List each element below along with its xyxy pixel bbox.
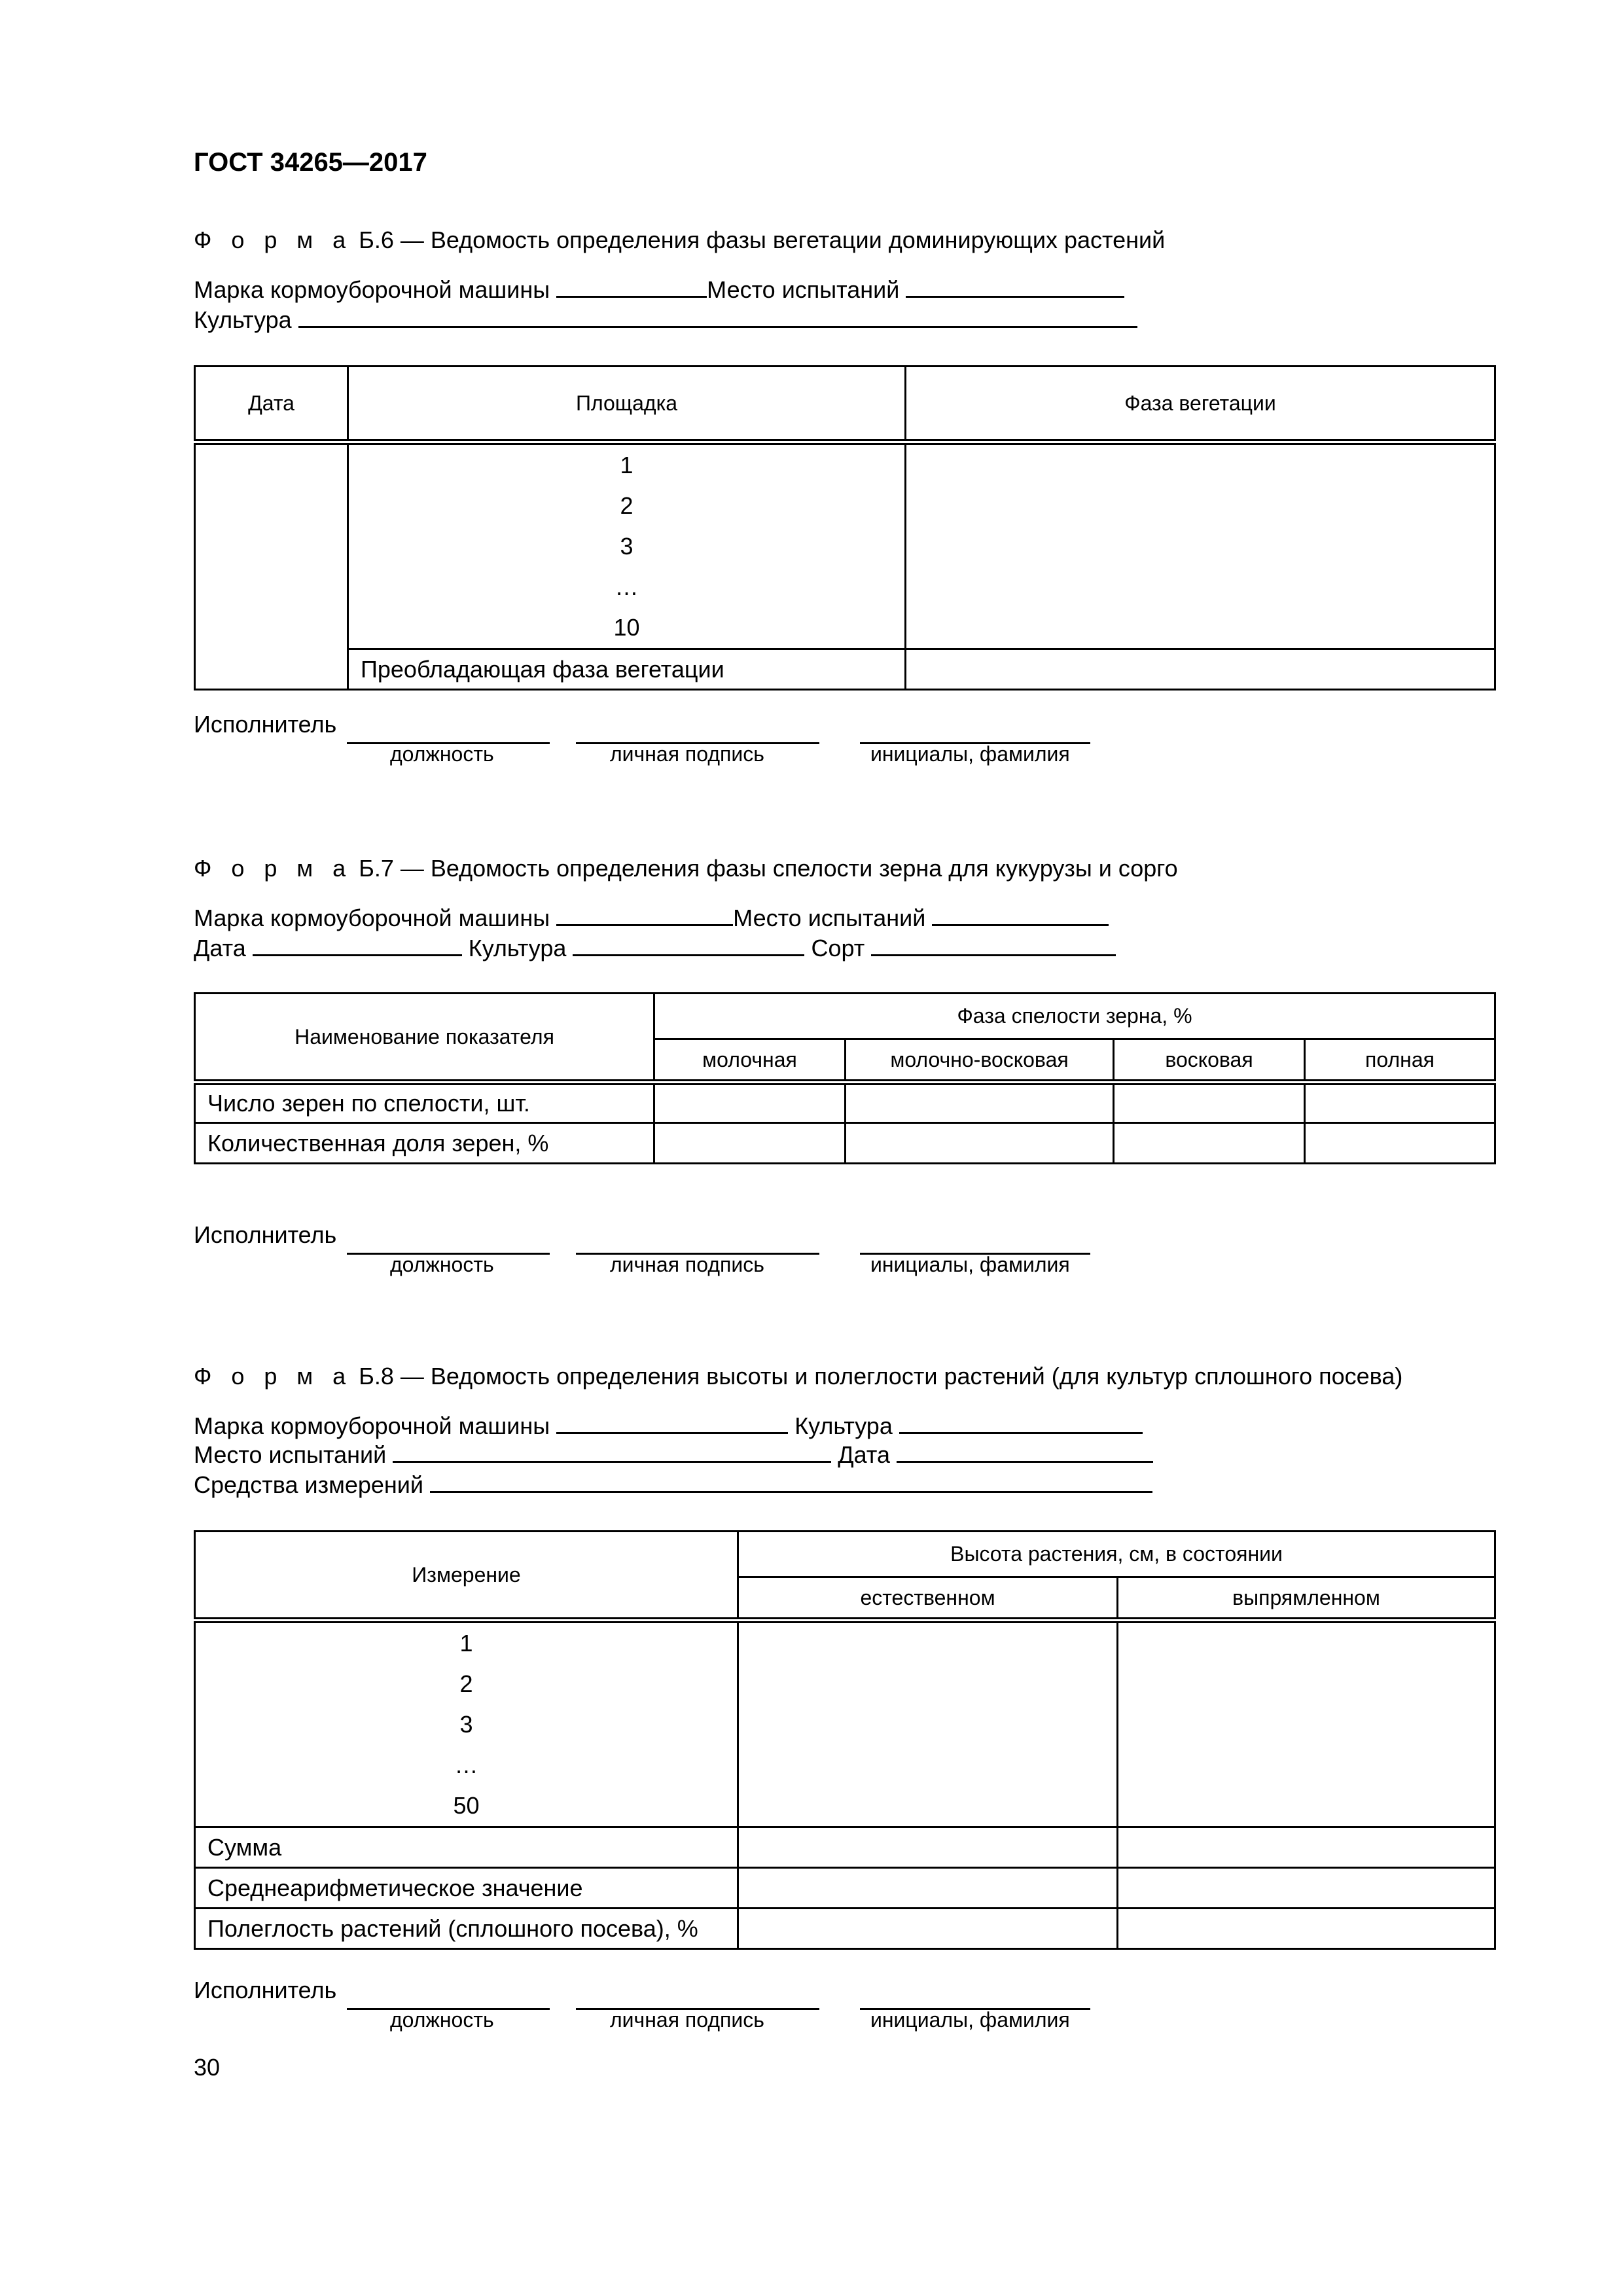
- date-label: Дата: [838, 1441, 890, 1468]
- form-b7-date-line: [194, 932, 1116, 963]
- plot-list: [348, 442, 906, 649]
- executor-signature: [194, 711, 1110, 770]
- culture-label: Культура: [468, 935, 567, 961]
- form-b6-machine-line: [194, 274, 1124, 304]
- date-cell[interactable]: [195, 442, 348, 690]
- form-word: Ф о р м а: [194, 855, 353, 882]
- position-caption: должность: [390, 1253, 494, 1276]
- form-b7-machine-line: [194, 902, 1109, 933]
- form-b8-caption: Б.8 — Ведомость определения высоты и полеглости растений (для культур сплошного посева): [359, 1363, 1403, 1390]
- dominant-phase-value[interactable]: [906, 649, 1495, 690]
- position-blank[interactable]: [347, 1230, 550, 1255]
- col-phase-header: Фаза вегетации: [906, 367, 1495, 442]
- executor-signature: [194, 1977, 1110, 2036]
- data-cell[interactable]: [738, 1909, 1118, 1949]
- col-full: полная: [1305, 1039, 1495, 1083]
- row-mean: Среднеарифметическое значение: [195, 1868, 738, 1909]
- form-b8-title: [194, 1363, 1402, 1390]
- data-cell[interactable]: [1118, 1621, 1495, 1827]
- form-b7-table: [194, 992, 1496, 1164]
- place-label: Место испытаний: [194, 1441, 387, 1468]
- signature-blank[interactable]: [576, 1230, 819, 1255]
- form-b6-caption: Б.6 — Ведомость определения фазы вегетации доминирующих растений: [359, 226, 1166, 253]
- signature-blank[interactable]: [576, 1986, 819, 2010]
- col-ripeness-header: Фаза спелости зерна, %: [654, 994, 1495, 1039]
- executor-label: Исполнитель: [194, 1977, 337, 2003]
- place-blank[interactable]: [906, 274, 1124, 298]
- col-indicator-header: Наименование показателя: [195, 994, 654, 1083]
- row-sum: Сумма: [195, 1827, 738, 1868]
- position-blank[interactable]: [347, 720, 550, 744]
- col-milk: молочная: [654, 1039, 846, 1083]
- place-label: Место испытаний: [707, 276, 900, 303]
- form-b6-table: [194, 365, 1496, 691]
- data-cell[interactable]: [654, 1083, 846, 1123]
- machine-blank[interactable]: [556, 274, 707, 298]
- document-code: ГОСТ 34265—2017: [194, 148, 427, 177]
- form-b8-table: [194, 1530, 1496, 1950]
- culture-label: Культура: [194, 306, 292, 333]
- name-blank[interactable]: [860, 720, 1090, 744]
- form-word: Ф о р м а: [194, 226, 353, 253]
- col-plot-header: Площадка: [348, 367, 906, 442]
- culture-blank[interactable]: [298, 304, 1137, 328]
- data-cell[interactable]: [1118, 1827, 1495, 1868]
- data-cell[interactable]: [738, 1621, 1118, 1827]
- plot-number: 10: [613, 614, 640, 641]
- row-lodging: Полеглость растений (сплошного посева), %: [195, 1909, 738, 1949]
- data-cell[interactable]: [738, 1868, 1118, 1909]
- machine-label: Марка кормоуборочной машины: [194, 276, 550, 303]
- measure-number: 1: [459, 1630, 473, 1657]
- position-caption: должность: [390, 2008, 494, 2032]
- phase-cell[interactable]: [906, 442, 1495, 649]
- name-caption: инициалы, фамилия: [870, 1253, 1070, 1276]
- plot-ellipsis: …: [615, 573, 639, 600]
- means-blank[interactable]: [430, 1469, 1152, 1493]
- col-wax: восковая: [1114, 1039, 1305, 1083]
- machine-blank[interactable]: [556, 902, 733, 926]
- sort-blank[interactable]: [871, 932, 1116, 956]
- form-b8-place-line: [194, 1439, 1153, 1469]
- name-blank[interactable]: [860, 1986, 1090, 2010]
- form-b8-machine-line: [194, 1410, 1143, 1441]
- col-milk-wax: молочно-восковая: [846, 1039, 1114, 1083]
- data-cell[interactable]: [846, 1123, 1114, 1164]
- name-caption: инициалы, фамилия: [870, 2008, 1070, 2032]
- culture-blank[interactable]: [573, 932, 804, 956]
- place-blank[interactable]: [932, 902, 1109, 926]
- name-blank[interactable]: [860, 1230, 1090, 1255]
- data-cell[interactable]: [654, 1123, 846, 1164]
- data-cell[interactable]: [738, 1827, 1118, 1868]
- measure-number: 2: [459, 1670, 473, 1697]
- data-cell[interactable]: [1118, 1909, 1495, 1949]
- machine-label: Марка кормоуборочной машины: [194, 905, 550, 931]
- data-cell[interactable]: [1114, 1123, 1305, 1164]
- name-caption: инициалы, фамилия: [870, 742, 1070, 766]
- plot-number: 3: [620, 533, 633, 560]
- place-label: Место испытаний: [733, 905, 926, 931]
- plot-number: 2: [620, 492, 633, 519]
- form-word: Ф о р м а: [194, 1363, 353, 1390]
- date-blank[interactable]: [897, 1439, 1153, 1463]
- form-b6-culture-line: [194, 304, 1137, 334]
- plot-number: 1: [620, 452, 633, 478]
- measure-number: 3: [459, 1711, 473, 1738]
- form-b7-caption: Б.7 — Ведомость определения фазы спелости зерна для кукурузы и сорго: [359, 855, 1178, 882]
- means-label: Средства измерений: [194, 1471, 424, 1498]
- dominant-phase-label: Преобладающая фаза вегетации: [348, 649, 906, 690]
- page-number: 30: [194, 2054, 221, 2081]
- row-grain-share: Количественная доля зерен, %: [195, 1123, 654, 1164]
- form-b7-title: [194, 855, 1178, 882]
- measure-number: 50: [453, 1792, 480, 1819]
- culture-blank[interactable]: [899, 1410, 1143, 1434]
- place-blank[interactable]: [393, 1439, 831, 1463]
- form-b8-means-line: [194, 1469, 1152, 1499]
- signature-caption: личная подпись: [610, 2008, 764, 2032]
- culture-label: Культура: [794, 1412, 893, 1439]
- col-natural: естественном: [738, 1577, 1118, 1621]
- date-label: Дата: [194, 935, 246, 961]
- form-b6-title: [194, 226, 1165, 254]
- data-cell[interactable]: [1305, 1083, 1495, 1123]
- machine-blank[interactable]: [556, 1410, 788, 1434]
- position-blank[interactable]: [347, 1986, 550, 2010]
- date-blank[interactable]: [253, 932, 462, 956]
- measure-list: [195, 1621, 738, 1827]
- position-caption: должность: [390, 742, 494, 766]
- col-straightened: выпрямленном: [1118, 1577, 1495, 1621]
- data-cell[interactable]: [1114, 1083, 1305, 1123]
- measure-ellipsis: …: [454, 1751, 478, 1778]
- col-height-header: Высота растения, см, в состоянии: [738, 1532, 1495, 1577]
- signature-caption: личная подпись: [610, 1253, 764, 1276]
- col-date-header: Дата: [195, 367, 348, 442]
- data-cell[interactable]: [1305, 1123, 1495, 1164]
- data-cell[interactable]: [846, 1083, 1114, 1123]
- col-measure-header: Измерение: [195, 1532, 738, 1621]
- executor-signature: [194, 1221, 1110, 1280]
- signature-blank[interactable]: [576, 720, 819, 744]
- executor-label: Исполнитель: [194, 1221, 337, 1248]
- sort-label: Сорт: [811, 935, 865, 961]
- executor-label: Исполнитель: [194, 711, 337, 738]
- signature-caption: личная подпись: [610, 742, 764, 766]
- data-cell[interactable]: [1118, 1868, 1495, 1909]
- machine-label: Марка кормоуборочной машины: [194, 1412, 550, 1439]
- row-grain-count: Число зерен по спелости, шт.: [195, 1083, 654, 1123]
